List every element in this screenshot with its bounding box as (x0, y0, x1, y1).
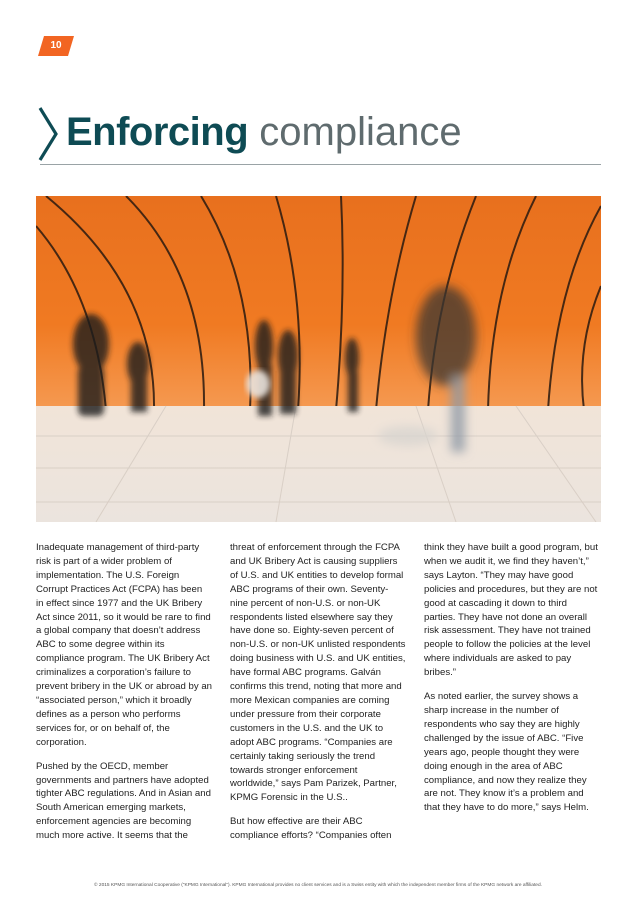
title-bold: Enforcing (66, 110, 249, 154)
title-light: compliance (259, 110, 462, 154)
chevron-right-icon (36, 104, 60, 164)
column-3 (424, 541, 600, 853)
page-number: 10 (50, 40, 62, 51)
copyright-footer: © 2015 KPMG International Cooperative (“KPMG International”). KPMG International provides no client services and is a Swiss entity with which the independent member firms of the KPMG network are affiliated. (94, 883, 542, 888)
paragraph: Inadequate management of third-party risk is part of a wider problem of implementation. The U.S. Foreign Corrupt Practices Act (FCPA) has been in effect since 1977 and the UK Bribery Act since 2011, so it would be rare to find a global company that doesn’t address ABC to some degree within its compliance program. The UK Bribery Act criminalizes a corporation’s failure to prevent bribery in the UK or abroad by an “associated person,” which it broadly defines as a person who performs services for, or on behalf of, the corporation. (36, 542, 212, 748)
hero-photo (36, 196, 601, 522)
section-title (36, 100, 601, 166)
paragraph: As noted earlier, the survey shows a sharp increase in the number of respondents who say they are highly challenged by the issue of ABC. “Five years ago, people thought they were doing enough in the area of ABC compliance, and now they realize they are not. They know it’s a problem and that they have to do more,” says Helm. (424, 691, 589, 814)
column-1 (36, 541, 212, 853)
paragraph: threat of enforcement through the FCPA and UK Bribery Act is causing suppliers of U.S. and UK entities to develop formal ABC programs of their own. Seventy-nine percent of non-U.S. or non-UK respondents listed elsewhere say they have done so. Eighty-seven percent of non-U.S. or non-UK unlisted respondents doing business with U.S. and UK entities, have formal ABC programs. Galván confirms this trend, noting that more and more Mexican companies are coming under pressure from their corporate customers in the U.S. and the UK to adopt ABC programs. “Companies are certainly taking seriously the trend towards stronger enforcement worldwide,” says Pam Parizek, Partner, KPMG Forensic in the U.S.. (230, 542, 406, 804)
page-number-badge (38, 36, 74, 56)
paragraph: think they have built a good program, but when we audit it, we find they haven’t,” says Layton. “They may have good policies and procedures, but they are not good at cascading it down to third parties. They have not done an overall risk assessment. They have not trained people to follow the policies at the level where individuals are asked to pay bribes.” (424, 542, 598, 679)
paragraph: But how effective are their ABC compliance efforts? “Companies often (230, 816, 392, 842)
paragraph: Pushed by the OECD, member governments and partners have adopted tighter ABC regulations. And in Asian and South American emerging markets, enforcement agencies are becoming much more active. It seems that the (36, 760, 211, 842)
title-divider (40, 164, 601, 165)
article-body (36, 541, 601, 853)
column-2 (230, 541, 406, 853)
